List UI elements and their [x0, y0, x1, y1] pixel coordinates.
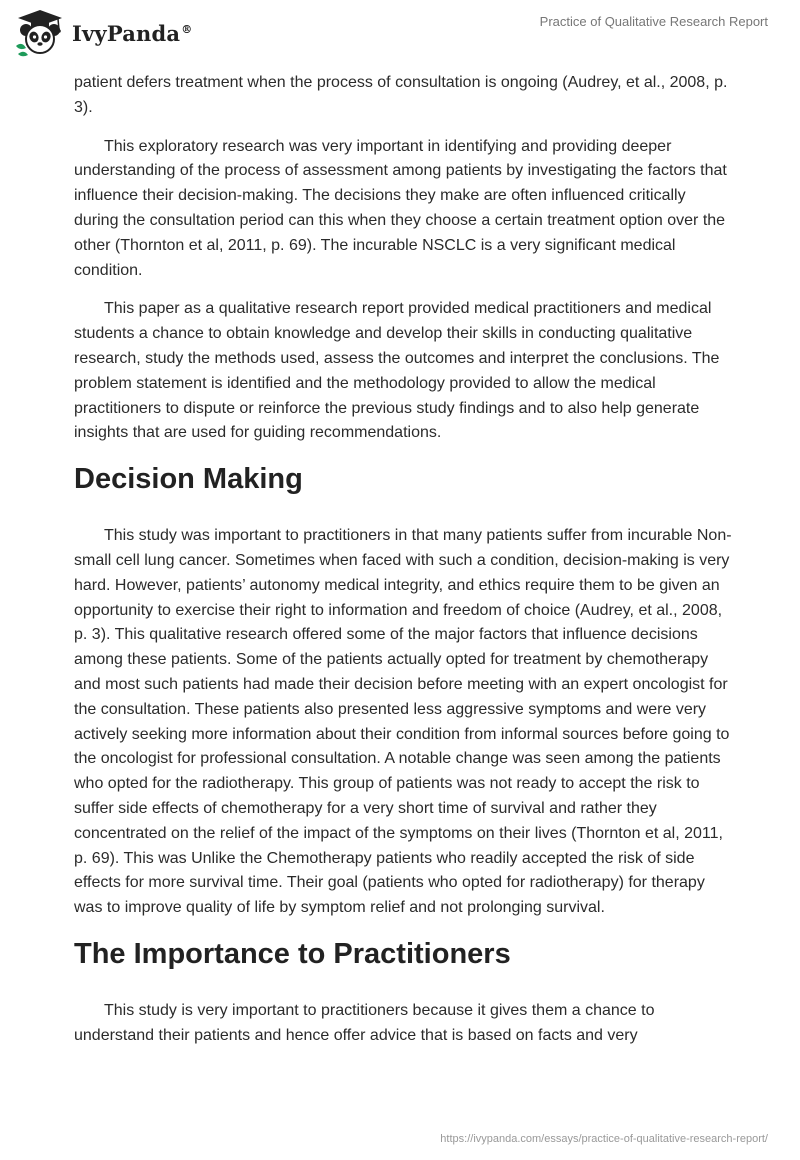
paragraph-continued: patient defers treatment when the process of consultation is ongoing (Audrey, et al., 2008, p. 3).	[74, 74, 728, 116]
registered-mark: ®	[181, 23, 193, 36]
panda-graduate-icon	[14, 8, 66, 58]
page-header	[0, 0, 800, 70]
paragraph-report-purpose: This paper as a qualitative research report provided medical practitioners and medical students a chance to obtain knowledge and develop their skills in conducting qualitative research, study the methods used, assess the outcomes and interpret the conclusions. The problem statement is identified and the methodology provided to allow the medical practitioners to dispute or reinforce the previous study findings and to also help generate insights that are used for guiding recommendations.	[74, 300, 720, 442]
brand-name	[72, 21, 192, 46]
heading-importance-to-practitioners: The Importance to Practitioners	[74, 937, 511, 970]
source-url[interactable]: https://ivypanda.com/essays/practice-of-qualitative-research-report/	[440, 1133, 768, 1145]
article-body	[74, 71, 734, 1063]
paragraph-exploratory-research: This exploratory research was very important in identifying and providing deeper understanding of the process of assessment among patients by investigating the factors that influence their decision-making. The decisions they make are often influenced critically during the consultation period can this when they choose a certain treatment option over the other (Thornton et al, 2011, p. 69). The incurable NSCLC is a very significant medical condition.	[74, 137, 727, 279]
ivypanda-logo[interactable]	[14, 8, 204, 58]
paragraph-decision-making: This study was important to practitioners in that many patients suffer from incurable Non-small cell lung cancer. Sometimes when faced with such a condition, decision-making is very hard. However, patients’ autonomy medical integrity, and ethics require them to be given an opportunity to exercise their right to information and freedom of choice (Audrey, et al., 2008, p. 3). This qualitative research offered some of the major factors that influence decisions among these patients. Some of the patients actually opted for treatment by chemotherapy and most such patients had made their decision before meeting with an expert oncologist for the consultation. These patients also presented less aggressive symptoms and were very actively seeking more information about their condition from informal sources before going to the oncologist for professional consultation. A notable change was seen among the patients who opted for the radiotherapy. This group of patients was not ready to accept the risk to suffer side effects of chemotherapy for a very short time of survival and rather they concentrated on the relief of the impact of the symptoms on their lives (Thornton et al, 2011, p. 69). This was Unlike the Chemotherapy patients who readily accepted the risk of side effects for more survival time. Their goal (patients who opted for radiotherapy) for therapy was to improve quality of life by symptom relief and not prolonging survival.	[74, 527, 732, 917]
document-title: Practice of Qualitative Research Report	[539, 14, 768, 29]
brand-name-text: IvyPanda	[72, 21, 181, 46]
paragraph-importance: This study is very important to practitioners because it gives them a chance to understand their patients and hence offer advice that is based on facts and very	[74, 1001, 655, 1044]
heading-decision-making: Decision Making	[74, 463, 303, 496]
